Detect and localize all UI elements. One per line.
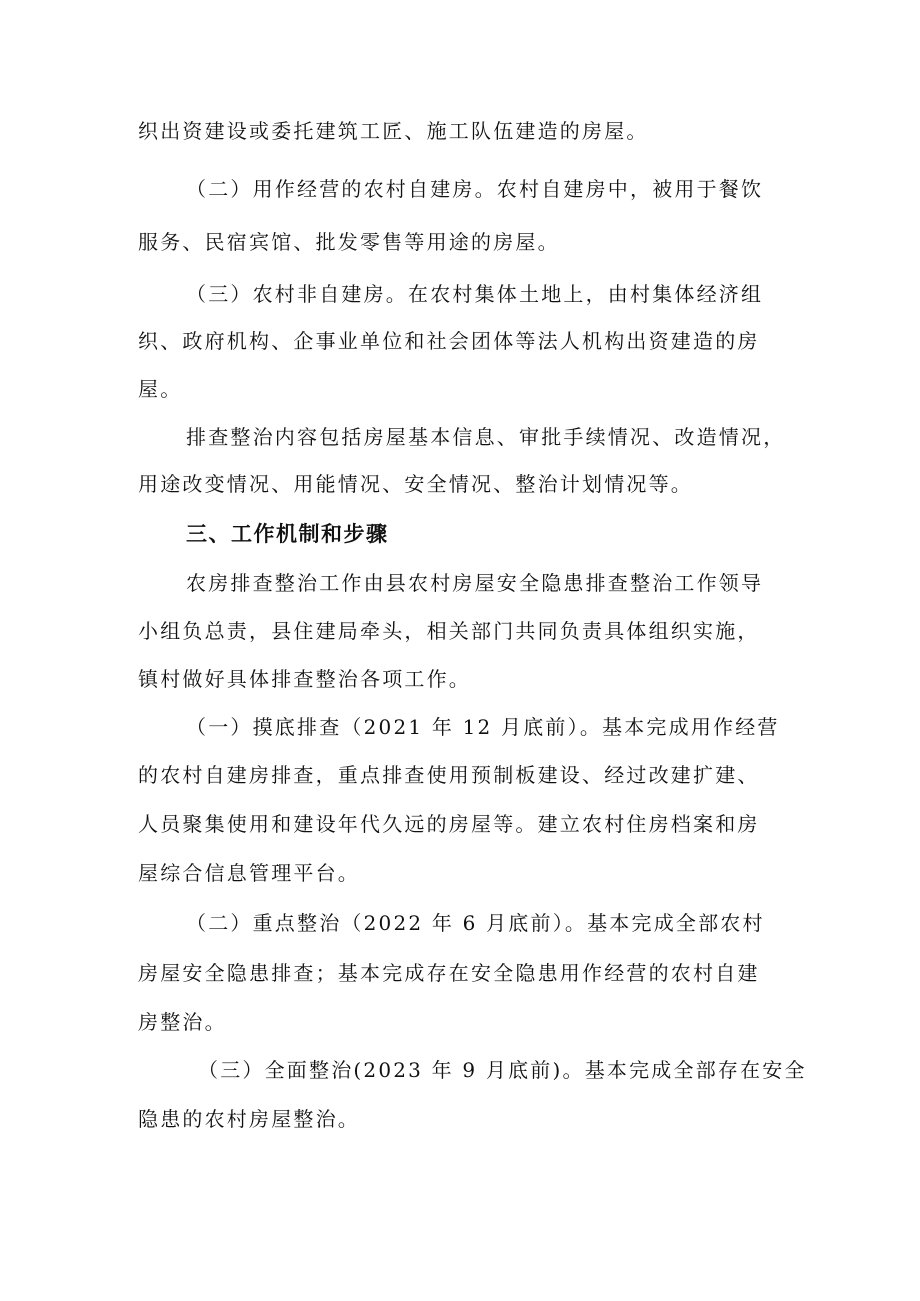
paragraph-line: （三）全面整治(2023 年 9 月底前)。基本完成全部存在安全	[198, 1058, 807, 1082]
paragraph-line: 织出资建设或委托建筑工匠、施工队伍建造的房屋。	[138, 119, 649, 143]
paragraph-line: 农房排查整治工作由县农村房屋安全隐患排查整治工作领导	[186, 571, 764, 595]
section-heading: 三、工作机制和步骤	[186, 522, 389, 546]
paragraph-line: 房整治。	[138, 1010, 227, 1034]
paragraph-line: 排查整治内容包括房屋基本信息、审批手续情况、改造情况，	[186, 425, 786, 449]
paragraph-line: （二）重点整治（2022 年 6 月底前）。基本完成全部农村	[186, 911, 765, 935]
paragraph-line: 镇村做好具体排查整治各项工作。	[138, 667, 471, 691]
paragraph-line: 人员聚集使用和建设年代久远的房屋等。建立农村住房档案和房	[138, 812, 760, 836]
paragraph-line: 房屋安全隐患排查；基本完成存在安全隐患用作经营的农村自建	[138, 961, 760, 985]
paragraph-line: （二）用作经营的农村自建房。农村自建房中，被用于餐饮	[186, 177, 764, 201]
paragraph-line: 屋综合信息管理平台。	[138, 861, 360, 885]
paragraph-line: （三）农村非自建房。在农村集体土地上，由村集体经济组	[186, 282, 764, 306]
paragraph-line: 织、政府机构、企事业单位和社会团体等法人机构出资建造的房	[138, 329, 760, 353]
paragraph-line: 服务、民宿宾馆、批发零售等用途的房屋。	[138, 230, 560, 254]
paragraph-line: 小组负总责，县住建局牵头，相关部门共同负责具体组织实施，	[138, 619, 760, 643]
paragraph-line: 隐患的农村房屋整治。	[138, 1107, 360, 1131]
paragraph-line: 屋。	[138, 377, 183, 401]
paragraph-line: （一）摸底排查（2021 年 12 月底前）。基本完成用作经营	[186, 715, 780, 739]
paragraph-line: 的农村自建房排查，重点排查使用预制板建设、经过改建扩建、	[138, 763, 760, 787]
paragraph-line: 用途改变情况、用能情况、安全情况、整治计划情况等。	[138, 472, 693, 496]
